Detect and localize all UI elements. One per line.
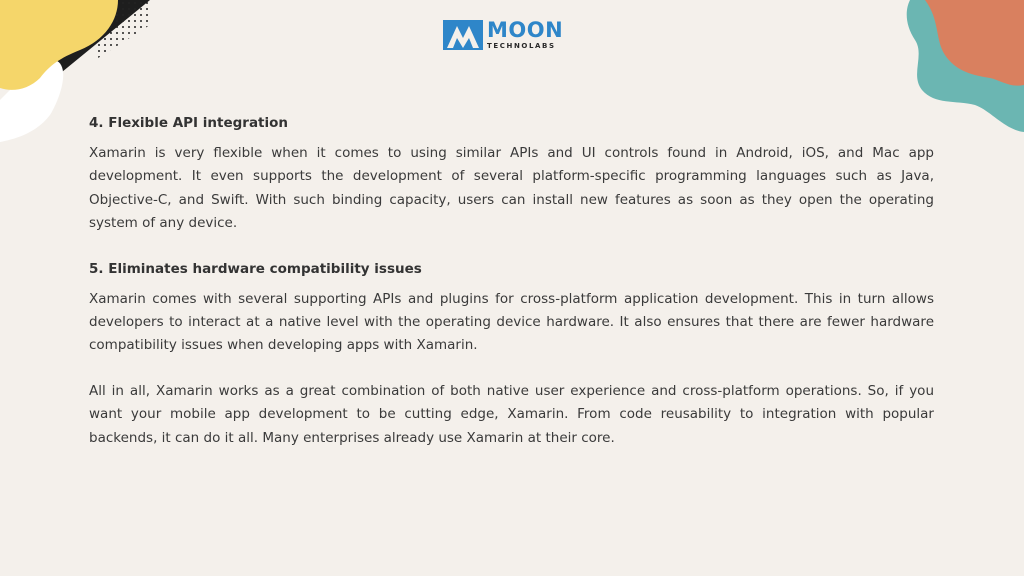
section-heading: 5. Eliminates hardware compatibility issues bbox=[89, 260, 422, 277]
top-left-white-blob bbox=[0, 60, 63, 142]
conclusion-paragraph: All in all, Xamarin works as a great combination of both native user experience and cross-platform operations. So, if you want your mobile app development to be cutting edge, Xamarin. From code reusability to integration with popular backends, it can do it all. Many enterprises already use Xamarin at their core. bbox=[89, 382, 934, 446]
moon-technolabs-logo-icon bbox=[443, 20, 483, 50]
top-left-dots bbox=[95, 0, 150, 60]
brand-name: MOON bbox=[487, 18, 564, 42]
top-right-orange-blob bbox=[925, 0, 1024, 86]
brand-logo bbox=[443, 20, 563, 50]
main-content bbox=[89, 112, 934, 450]
top-left-black-shape bbox=[40, 0, 150, 90]
section-body: Xamarin comes with several supporting APIs and plugins for cross-platform application development. This in turn allows developers to interact at a native level with the operating device hardware. It also ensures that there are fewer hardware compatibility issues when developing apps with Xamarin. bbox=[89, 290, 934, 354]
brand-subtitle: TECHNOLABS bbox=[487, 42, 556, 50]
top-left-yellow-blob bbox=[0, 0, 118, 90]
section-body: Xamarin is very flexible when it comes to using similar APIs and UI controls found in Android, iOS, and Mac app development. It even supports the development of several platform-specific programming languages such as Java, Objective-C, and Swift. With such binding capacity, users can install new features as soon as they open the operating system of any device. bbox=[89, 145, 934, 232]
section-heading: 4. Flexible API integration bbox=[89, 115, 289, 131]
